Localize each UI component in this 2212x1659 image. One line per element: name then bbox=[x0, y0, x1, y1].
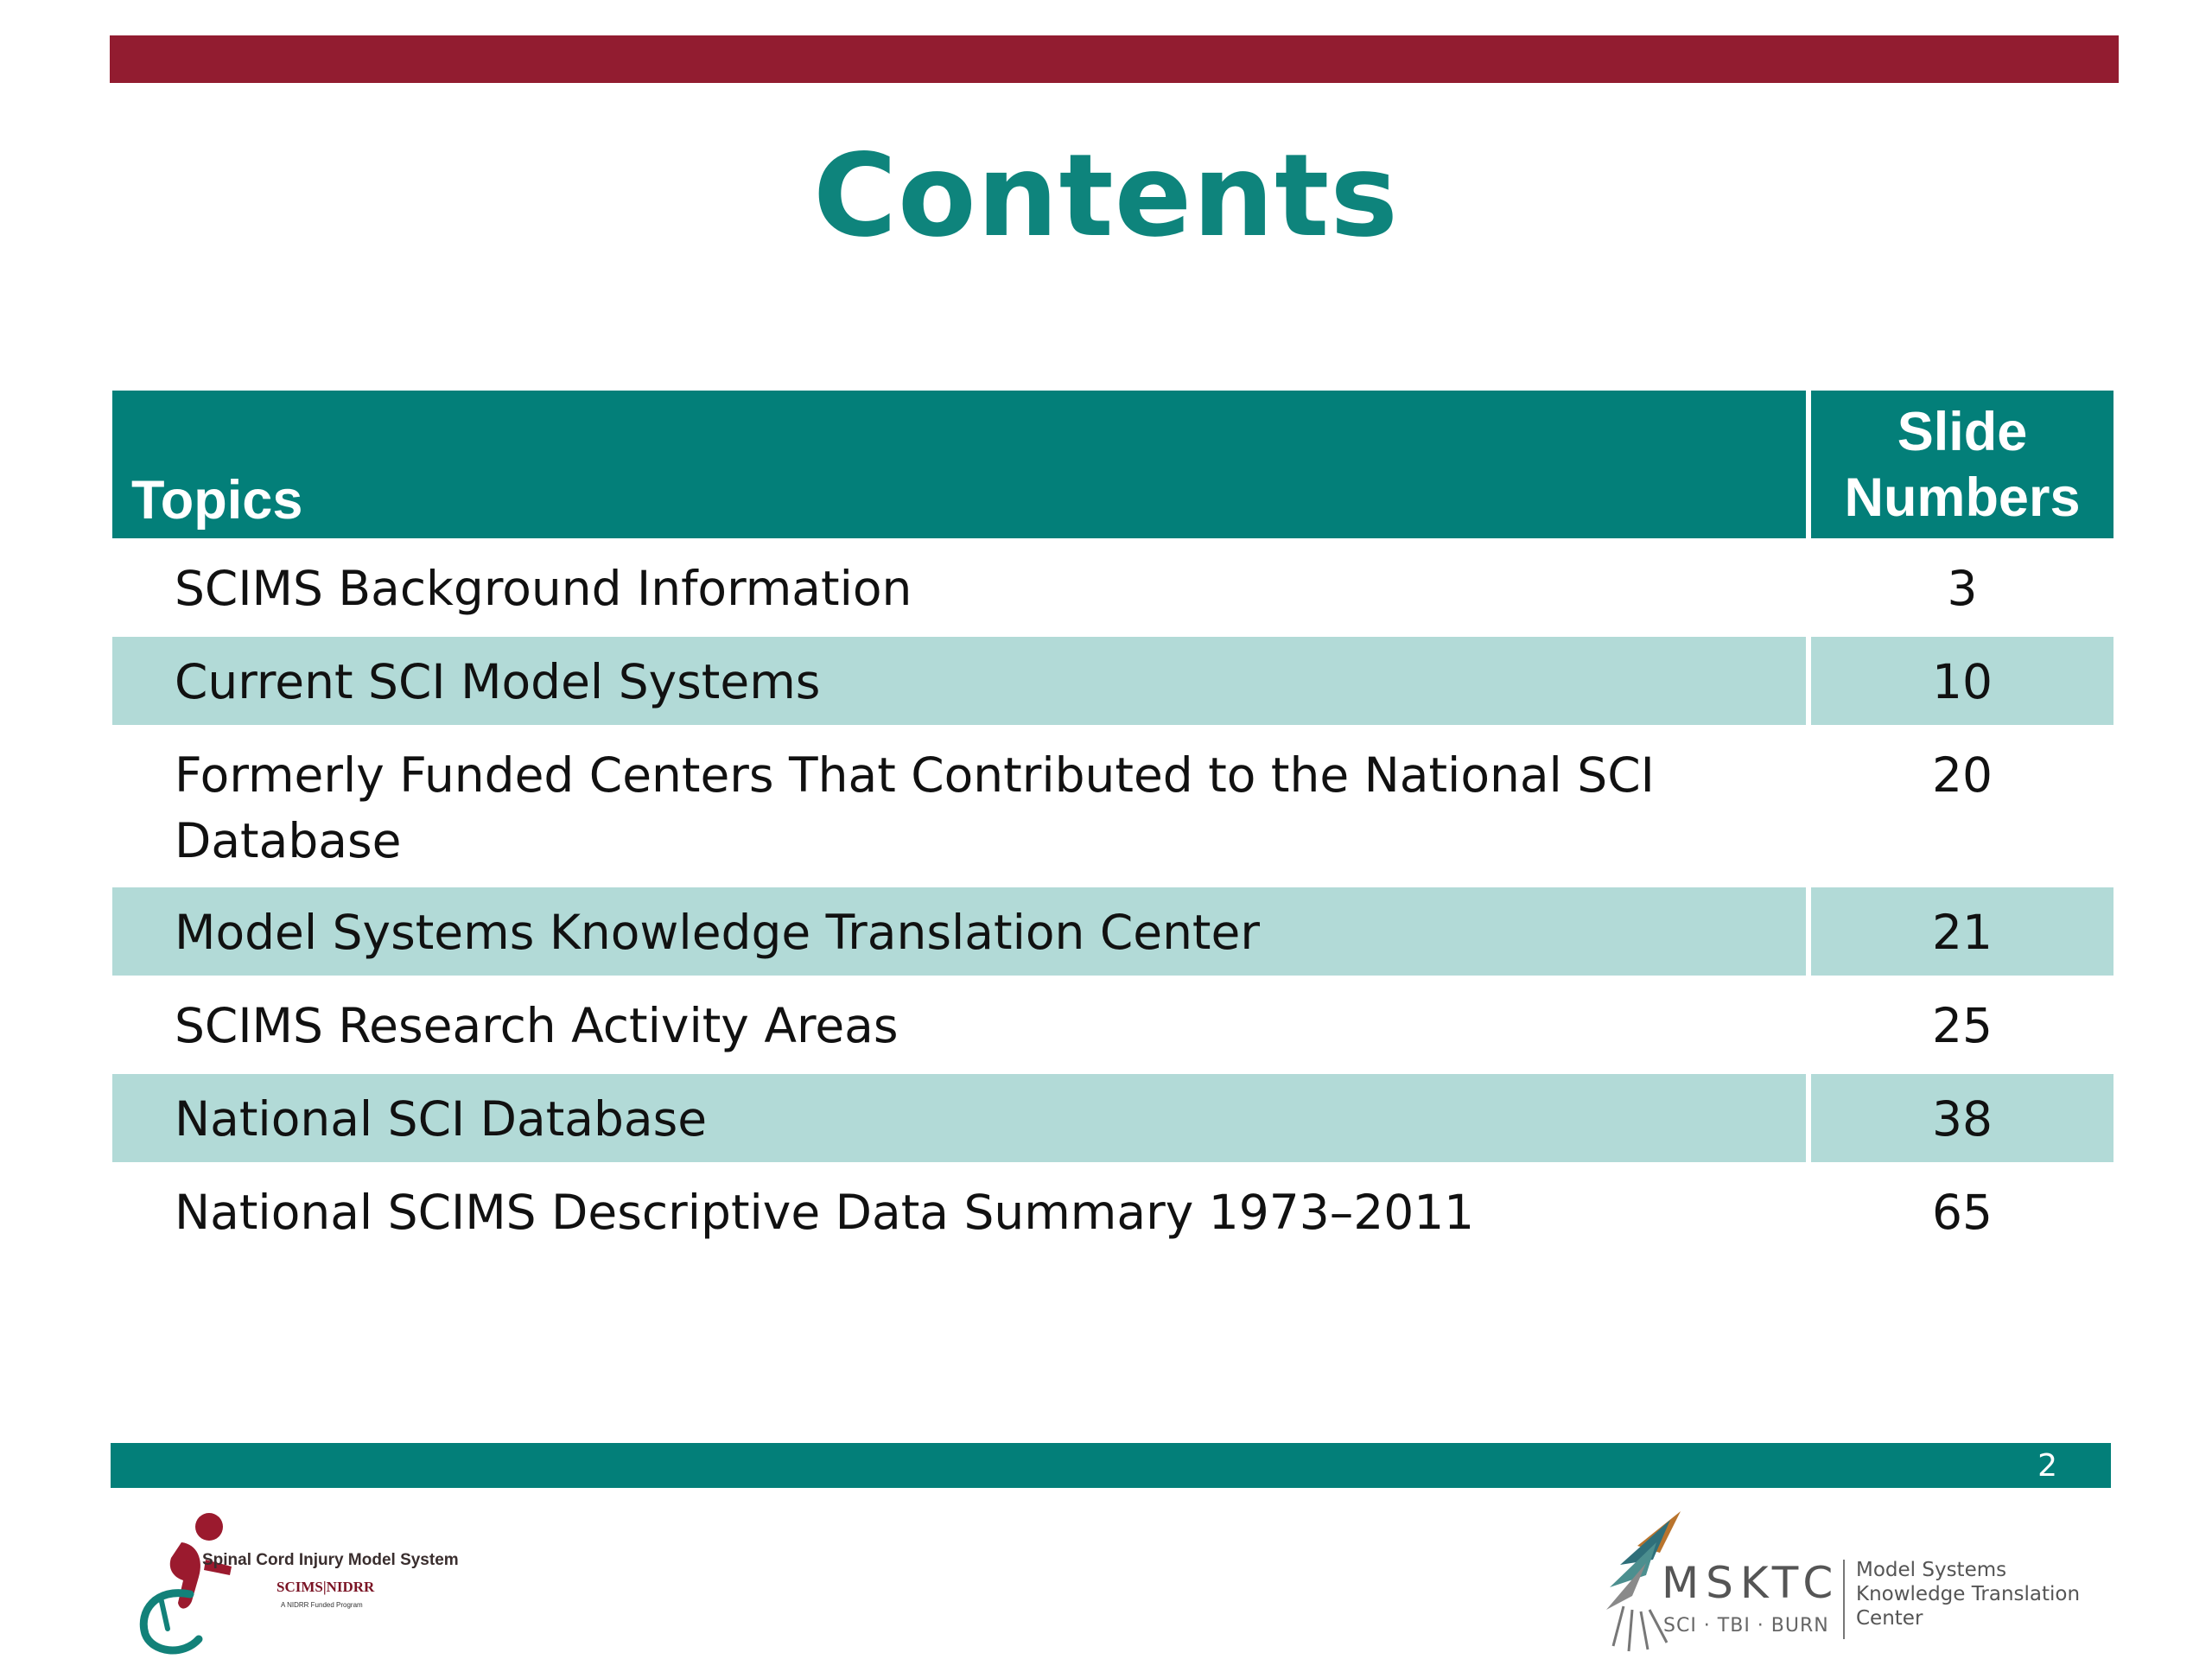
slide-number-cell: 20 bbox=[1932, 747, 1993, 803]
table-row bbox=[112, 1162, 2113, 1255]
header-topics bbox=[112, 391, 1806, 538]
header-slide-numbers: Slide Numbers bbox=[1811, 391, 2113, 538]
page-title: Contents bbox=[813, 130, 1399, 263]
slide-number-cell: 3 bbox=[1947, 561, 1978, 616]
topic-cell: SCIMS Background Information bbox=[175, 561, 912, 616]
page-number: 2 bbox=[2037, 1448, 2057, 1484]
top-banner-bar bbox=[110, 35, 2119, 83]
msktc-logo bbox=[1603, 1508, 2121, 1655]
topic-cell: National SCI Database bbox=[112, 1074, 1806, 1162]
table-header bbox=[112, 391, 2113, 538]
slide-number-cell: 10 bbox=[1811, 637, 2113, 725]
scims-logo bbox=[130, 1508, 493, 1655]
slide-number-cell: 25 bbox=[1932, 998, 1993, 1053]
topic-cell: Model Systems Knowledge Translation Center bbox=[112, 887, 1806, 976]
footer-bar bbox=[111, 1443, 2111, 1488]
msktc-subtitle: SCI · TBI · BURN bbox=[1663, 1615, 1829, 1637]
table-row bbox=[112, 632, 2113, 725]
wheelchair-figure-icon bbox=[130, 1508, 242, 1655]
msktc-brand: MSKTC bbox=[1662, 1558, 1840, 1608]
slide-number-cell: 21 bbox=[1811, 887, 2113, 976]
scims-logo-name: Spinal Cord Injury Model System bbox=[202, 1551, 459, 1569]
scims-logo-sub: SCIMS|NIDRR bbox=[276, 1579, 375, 1595]
table-row bbox=[112, 538, 2113, 632]
contents-table bbox=[112, 391, 2113, 1255]
topic-cell: National SCIMS Descriptive Data Summary 1973–2011 bbox=[175, 1185, 1475, 1240]
msktc-description: Model Systems Knowledge Translation Center bbox=[1856, 1559, 2081, 1630]
topic-cell: Formerly Funded Centers That Contributed to the National SCI Database bbox=[175, 747, 1655, 868]
table-row bbox=[112, 1069, 2113, 1162]
table-row bbox=[112, 725, 2113, 882]
table-row bbox=[112, 976, 2113, 1069]
topic-cell: Current SCI Model Systems bbox=[112, 637, 1806, 725]
slide-number-cell: 65 bbox=[1932, 1185, 1993, 1240]
slide-number-cell: 38 bbox=[1811, 1074, 2113, 1162]
header-topics-label: Topics bbox=[131, 470, 303, 531]
scims-logo-tagline: A NIDRR Funded Program bbox=[281, 1601, 363, 1609]
table-row bbox=[112, 882, 2113, 976]
topic-cell: SCIMS Research Activity Areas bbox=[175, 998, 899, 1053]
